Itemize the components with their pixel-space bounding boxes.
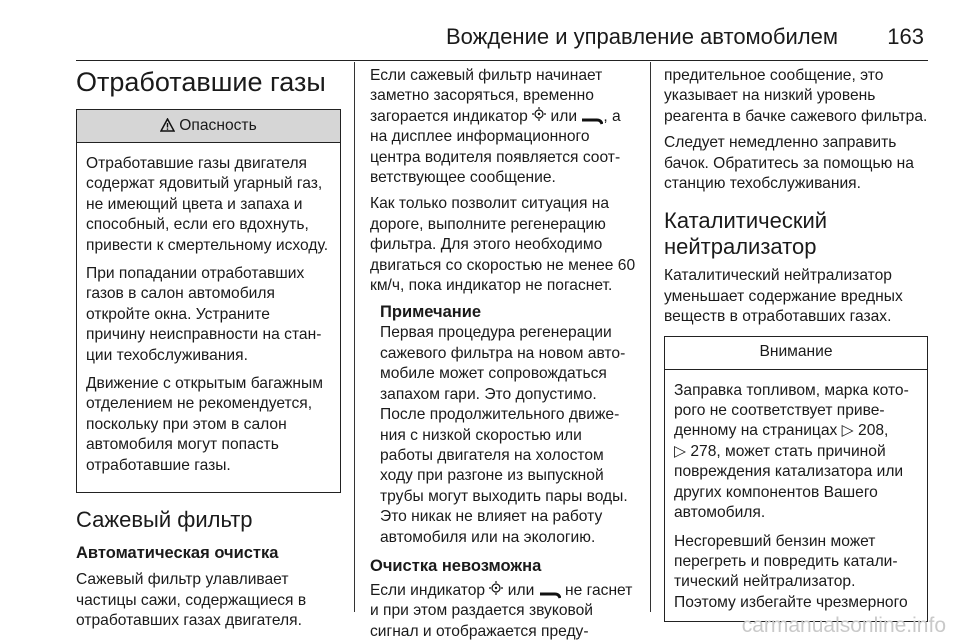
body-text: , а на дисплее информационного центра водителя появляется соответствующее сообщение. [370,107,621,187]
caution-heading: Внимание [759,343,833,361]
page-header [0,0,960,62]
danger-heading: Опасность [179,116,257,134]
watermark: carmanualsonline.info [741,614,946,637]
column-divider [354,62,355,612]
body-text: Как только позволит ситуация на дороге, выполните регенерацию фильтра. Для этого необходимо двигаться со скоростью не менее 60 км/ч, пока индикатор не погаснет. [370,195,636,295]
column-middle [370,62,638,642]
body-text: предительное сообщение, это указывает на низкий уровень реагента в бачке сажевого фильтра. [664,67,928,125]
body-text: или [507,581,535,599]
page-number: 163 [887,24,924,49]
caution-box-header [665,337,927,370]
chapter-title: Вождение и управление автомобилем [445,24,838,49]
column-left [76,62,341,631]
body-text: Сажевый фильтр улавливает частицы сажи, содержащиеся в отработавших газах двигателя. [76,571,307,629]
note-block [370,302,638,547]
column-right [664,62,928,622]
caution-text: Заправка топливом, марка которого не соответствует приведенному на страницах [674,381,909,440]
danger-box [76,109,341,493]
subsection-title: Каталитический нейтрализатор [664,208,828,260]
page-reference[interactable]: 208, [858,422,889,440]
subsection-title: Сажевый фильтр [76,507,253,533]
caution-box [664,336,928,622]
body-text: Если индикатор [370,581,486,599]
body-text: Следует немедленно заправить бачок. Обратитесь за помощью на станцию техобслуживания. [664,134,914,193]
exhaust-pipe-icon [581,112,603,122]
topic-title: Очистка невозможна [370,556,542,575]
body-text: не гаснет и при этом раздается звуковой сигнал и отображается преду- [370,581,633,640]
danger-text-1: Отработавшие газы двигателя содержат ядовитый угарный газ, не имеющий цвета и запаха и способный, если его вдохнуть, привести к смертельному исходу. [86,155,329,254]
danger-text-3: Движение с открытым багажным отделением не рекомендуется, поскольку при этом в салон автомобиля могут попасть отработавшие газы. [86,375,323,474]
note-text: Первая процедура регенерации сажевого фильтра на новом автомобиле может сопровождаться запахом гари. Это допустимо. После продолжительного движения с низкой скоростью или работы двигателя на холостом ходу при разгоне из выпускной трубы могут выходить пары воды. Это никак не влияет на работу автомобиля или на экологию. [380,324,628,546]
section-title: Отработавшие газы [76,67,326,97]
body-text: или [550,107,578,125]
caution-text: Несгоревший бензин может перегреть и повредить каталитический нейтрализатор. Поэтому избегайте чрезмерного [674,532,908,611]
page-reference-arrow-icon: ▷ [674,442,686,460]
particulate-filter-icon [489,581,503,601]
column-divider [650,62,651,612]
danger-box-header [77,110,340,143]
body-text: Если сажевый фильтр начинает заметно засоряться, временно загорается индикатор [370,67,603,125]
page-reference-arrow-icon: ▷ [841,422,854,440]
exhaust-pipe-icon [539,586,561,596]
body-text: Каталитический нейтрализатор уменьшает содержание вредных веществ в отработавших газах. [664,267,903,326]
note-title: Примечание [380,303,482,322]
particulate-filter-icon [532,107,546,127]
caution-text: может стать причиной повреждения катализатора или других компонентов Вашего автомобиля. [674,442,904,522]
danger-text-2: При попадании отработавших газов в салон автомобиля откройте окна. Устраните причину неисправности на станции техобслуживания. [86,265,322,364]
page-reference[interactable]: 278, [690,442,721,460]
warning-triangle-icon [160,118,175,135]
topic-title: Автоматическая очистка [76,544,279,563]
header-divider [76,60,928,61]
